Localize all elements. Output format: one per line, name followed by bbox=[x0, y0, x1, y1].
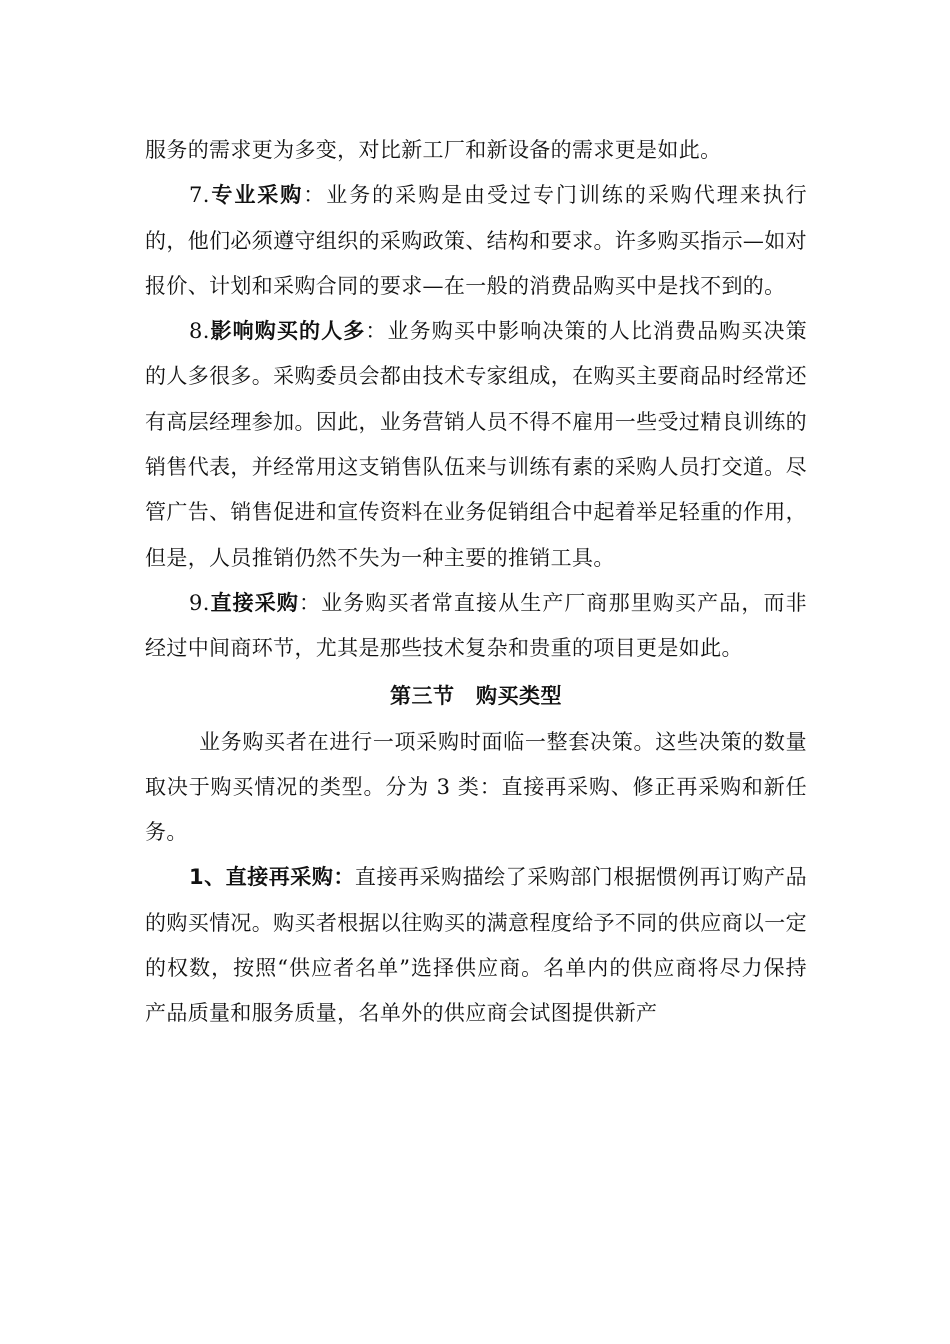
item-8-number: 8. bbox=[189, 319, 210, 344]
section-heading: 第三节 购买类型 bbox=[390, 683, 562, 708]
item-7-number: 7. bbox=[189, 183, 210, 208]
paragraph-item-7 bbox=[145, 173, 807, 309]
subitem-1-body: 直接再采购描绘了采购部门根据惯例再订购产品的购买情况。购买者根据以往购买的满意程度给予不同的供应商以一定的权数，按照“供应者名单”选择供应商。名单内的供应商将尽力保持产品质量和服务质量，名单外的供应商会试图提供新产 bbox=[145, 865, 807, 1026]
paragraph-subitem-1 bbox=[145, 855, 807, 1036]
document-page bbox=[145, 128, 807, 1037]
item-9-body: ：业务购买者常直接从生产厂商那里购买产品，而非经过中间商环节，尤其是那些技术复杂和贵重的项目更是如此。 bbox=[145, 590, 807, 661]
paragraph-item-8 bbox=[145, 309, 807, 581]
paragraph-section-intro bbox=[145, 720, 807, 856]
item-7-body: ：业务的采购是由受过专门训练的采购代理来执行的，他们必须遵守组织的采购政策、结构和要求。许多购买指示—如对报价、计划和采购合同的要求—在一般的消费品购买中是找不到的。 bbox=[145, 183, 808, 298]
item-8-body: ：业务购买中影响决策的人比消费品购买决策的人多很多。采购委员会都由技术专家组成，在购买主要商品时经常还有高层经理参加。因此，业务营销人员不得不雇用一些受过精良训练的销售代表，并经常用这支销售队伍来与训练有素的采购人员打交道。尽管广告、销售促进和宣传资料在业务促销组合中起着举足轻重的作用，但是，人员推销仍然不失为一种主要的推销工具。 bbox=[145, 319, 808, 570]
item-9-number: 9. bbox=[189, 590, 210, 615]
paragraph-continuation bbox=[145, 128, 807, 173]
subitem-1-title: 1、直接再采购： bbox=[189, 865, 355, 890]
item-9-title: 直接采购 bbox=[209, 590, 299, 615]
section-intro-text: 业务购买者在进行一项采购时面临一整套决策。这些决策的数量取决于购买情况的类型。分为 3 类：直接再采购、修正再采购和新任务。 bbox=[145, 729, 807, 845]
item-7-title: 专业采购 bbox=[209, 183, 304, 208]
item-8-title: 影响购买的人多 bbox=[209, 319, 366, 344]
paragraph-item-9 bbox=[145, 581, 807, 672]
continuation-text: 服务的需求更为多变，对比新工厂和新设备的需求更是如此。 bbox=[145, 138, 722, 162]
